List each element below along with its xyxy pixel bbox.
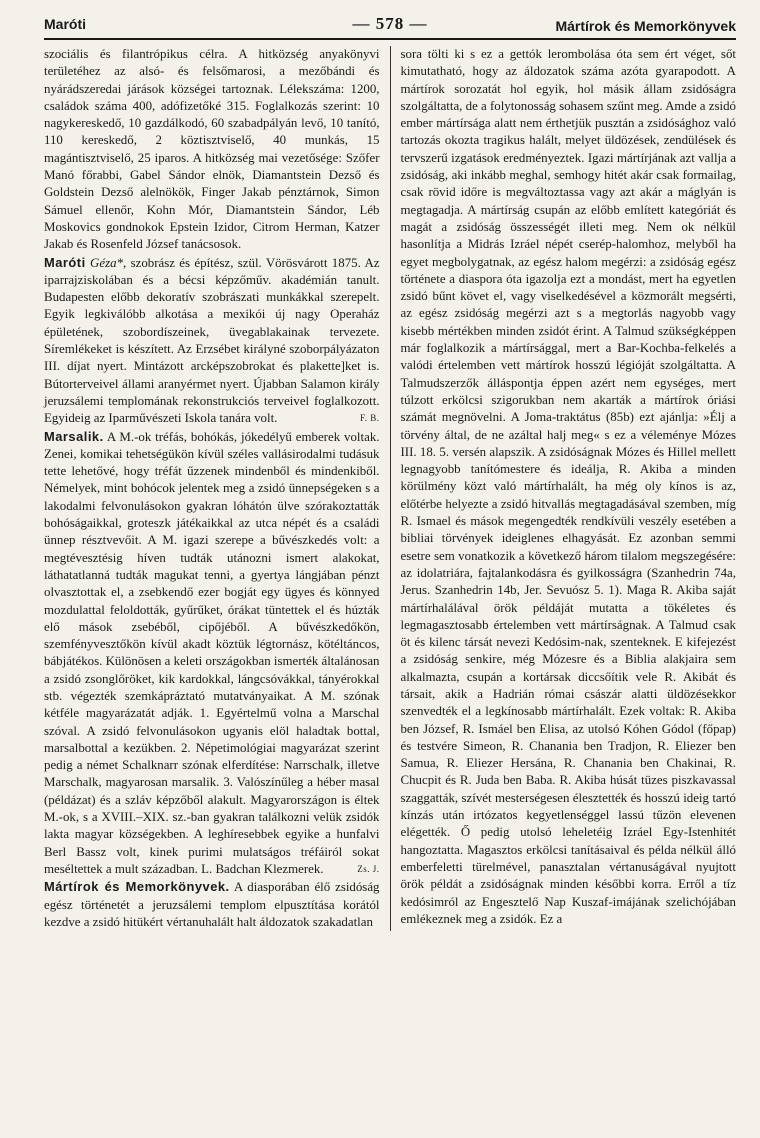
left-paragraph-community: szociális és filantrópikus célra. A hitközség anyakönyvi területéhez az alsó- és felsőmarosi, a mezőbándi és nyárádszeredai járások községei tartoznak. Lélekszáma: 1200, családok száma 400, adófizetőké 315. Foglalkozás szerint: 10 nagykereskedő, 10 gazdálkodó, 60 szabadpályán levő, 10 tanító, 110 kereskedő, 2 köztisztviselő, 40 munkás, 15 magántisztviselő, 25 iparos. A hitközség mai vezetősége: Szőfer Manó főrabbi, Gabel Sándor elnök, Diamantstein Dezső és Goldstein Dezső alelnökök, Finger Jakab pénztárnok, Simon Sámuel ellenőr, Kohn Mór, Diamantstein Sándor, Léb Moskovics gondnokok Epstein Izidor, Citrom Herman, Katzer Jakab és Rosenfeld József tanácsosok. [44, 47, 380, 252]
entry-signature: F. B. [359, 413, 380, 424]
header-rule [44, 38, 736, 40]
page-header [44, 12, 736, 34]
left-column [44, 46, 380, 931]
entry-headword-given: Géza*, [90, 255, 127, 270]
entry-signature: Zs. J. [357, 863, 380, 874]
entry-text: A diasporában élő zsidóság egész történetét a jeruzsálemi templom elpusztítása korától kezdve a zsidó hitükért vértanuhalált halt áldozatok szakadatlan [44, 880, 380, 929]
entry-text: A M.-ok tréfás, bohókás, jókedélyű emberek voltak. Zenei, komikai tehetségükön kívül széles vallásirodalmi tudásuk tette lehetővé, hogy tréfát űzzenek mindenből és mindenkiből. Némelyek, mint bohócok jelentek meg a zsidó ünnepségeken s a lakodalmi felvonulásokon gyakran lóhátón ülve szórakoztatták bohóságaikkal, groteszk játékaikkal az utca népét és a családi ünnep résztvevőit. A M. igazi szerepe a bűvészkedés volt: a megtévesztésig híven tudták utánozni ismert alakokat, láthatatlanná tudták magukat tenni, a gyertya lángjában pénzt olvasztottak el, a zsebkendő ezer bogját egy ügyes és könnyed mozdulattal feloldották, gyűrűket, órákat tüntettek el és húzták elő mások zsebéből, cipőjéből. A bűvészkedőkön, szemfényvesztőkön kívül akadt köztük légtornász, kötéltáncos, bábjátékos. Különösen a keleti országokban ismerték általánosan a zsidó zsonglőröket, kik kardokkal, lángcsóvákkal, tányérokkal stb. végezték szemkápráztató mutatványaikat. A M. szónak kétféle magyarázatát adják. 1. Egyértelmű volna a Marschal szóval. A zsidó felvonulásokon ugyanis elöl haladtak bottal, marsalbottal a kezükben. 2. Népetimológiai magyarázat szerint pedig a német Schalknarr szónak elferdítése: Narrschalk, illetve Marschalk, magyarosan marsalik. 3. Valószínűleg a héber masal (példázat) és a szláv képzőből alakult. Magyarországon is éltek M.-ok, s a XVIII.–XIX. sz.-ban gyakran találkozni velük zsidók lakta magyar községekben. A leghíresebbek egyike a hunfalvi Berl Bassz volt, kinek purimi mulatságos tréfáiról sokat meséltettek a mult században. L. Badchan Klezmerek. [44, 429, 380, 876]
entry-maroti-geza [44, 254, 380, 428]
entry-headword: Mártírok és Memorkönyvek. [44, 879, 230, 895]
entry-text: szobrász és építész, szül. Vörösvárott 1875. Az iparrajziskolában és a bécsi képzőműv. akadémián tanult. Budapesten előbb dekoratív szobrászati munkákkal szerepelt. Egyik legkiválóbb alkotása a mexikói új nagy Operaház épületének, szobordíszeinek, üvegablakainak tervezete. Síremlékeket is készített. Az Erzsébet királyné szoborpályázaton III. díjat nyert. Mintázott arcképszobrokat és plakette]ket is. Bútorterveivel állami aranyérmet nyert. Újabban Salamon király jeruzsálemi templomának rekonstrukciós terveivel foglalkozott. Egyideig az Iparművészeti Iskola tanára volt. [44, 255, 380, 426]
column-divider [390, 46, 391, 931]
entry-martirok [44, 878, 380, 931]
entry-headword: Marsalik. [44, 428, 104, 444]
right-column [400, 46, 736, 931]
entry-headword: Maróti [44, 254, 86, 270]
header-left-term: Maróti [44, 16, 86, 32]
page-number: — 578 — [352, 14, 428, 33]
two-column-body [44, 46, 736, 931]
entry-marsalik [44, 428, 380, 879]
right-paragraph-martyrs: sora tölti ki s ez a gettók lerombolása óta sem ért véget, sőt kimutatható, hogy az áldozatok száma azóta gyarapodott. A mártírok sorozatát hol egyik, hol másik állam zsidóságra szolgáltatta, de a folytonosság sohasem szűnt meg. Amde a zsidó ember mártírsága alatt nem érthetjük pusztán a zsidósághoz való tartozás okozta tragikus halált, melyet üldözések, zendülések és tervszerű izgatások eredményeztek. Igazi mártírjának azt vallja a zsidóság, aki inkább meghal, semhogy hitét akár csak formailag, csak rövid időre is megváltoztassa vagy azt akár a máglyán is megtagadja. A mártírság csupán az előbb említett kategóriát és magát a zsidóság összességét illeti meg. Nem ok nélkül hasonlítja a Midrás Izráel népét cserép-halomhoz, melyből ha egyet megbolygatnak, az egész halom megérzi: a zsidóság egész története a diaspora óta igazolja ezt a mondást, mert ha egyetlen zsidó bűnt követ el, vagy viselkedésével a közmorált megsérti, az egész zsidóság megérzi azt s a megtorlás nagyobb vagy kisebb mértékben minden zsidót érint. A Talmud szükségképpen már foglalkozik a mártírsággal, mert a Bar-Kochba-felkelés a valódi értelemben vett mártírok hosszú légióját szolgáltatta. A Talmudszerzők álláspontja éppen azért nem egységes, mert túlzott erkölcsi szigorukban nem akarták a mártírok óriási számát megnövelni. A Joma-traktátus (85b) ezt ajánlja: »Élj a törvény által, de ne azáltal halj meg« s ez a véleménye Mózes III. 18. 5. versén alapszik. A zsidóságnak Mózes és Hillel mellett legnagyobb tanítómestere és ideálja, R. Akiba a minden körülmény közt való mártírhalált, ha még oly kínos is az, előtérbe helyezte a zsidó hitvallás megtagadásával szemben, míg R. Ismael és mások megengedték rendkívüli veszély esetében a bibliai törvények ideiglenes elhagyását. Ez azonban semmi esetre sem vonatkozik a következő három tilalom megszegésére: az idolatriára, fajtalankodásra és gyilkosságra (Szanhedrin 74a, Jerus. Szanhedrin 14b, Jer. Sevuósz 5. 1). Maga R. Akiba saját mártírhalálával örök példáját mutatta a tökéletes és legmagasztosabb értelemben vett mártírságnak. A Talmud csak öt és kilenc társát nevezi Kedósim-nak, szenteknek. E kifejezést a zsidóság senkire, még Mózesre és a Biblia alakjaira sem alkalmazta, csupán a kortársak diccsőítik vele R. Akibát és társait, akik a Hadrián római császár alatti üldözésekkor szenvedték el a legkínosabb mártírhalált. Ezek voltak: R. Akiba ben József, R. Ismáel ben Elisa, az utolsó Kóhen Gódol (főpap) és testvére Simeon, R. Chanania ben Tradjon, R. Eliezer ben Samua, R. Eliezer Hersána, R. Chanania ben Chakinai, R. Chucpit és R. Juda ben Baba. R. Akiba húsát tüzes piszkavassal szaggatták, szívét mesterségesen élesztették és hosszú ideig tartó kínzás után irtózatos kegyetlenséggel lassú tűzön elevenen elégették. Ő pedig utolsó leheletéig Izráel Egy-Istenhitét hangoztatta. Magasztos erkölcsi tanításaival és példa nélkül álló emberfeletti türelmével, panasztalan vértanuságával nyujtott örök példát a zsidóságnak minden későbbi korra. Erről a tíz kedósimról az Engesztelő Nap Kuszaf-imájának szelichójában emlékeznek meg a zsidók. Ez a [400, 47, 736, 926]
header-right-term: Mártírok és Memorkönyvek [555, 18, 736, 34]
